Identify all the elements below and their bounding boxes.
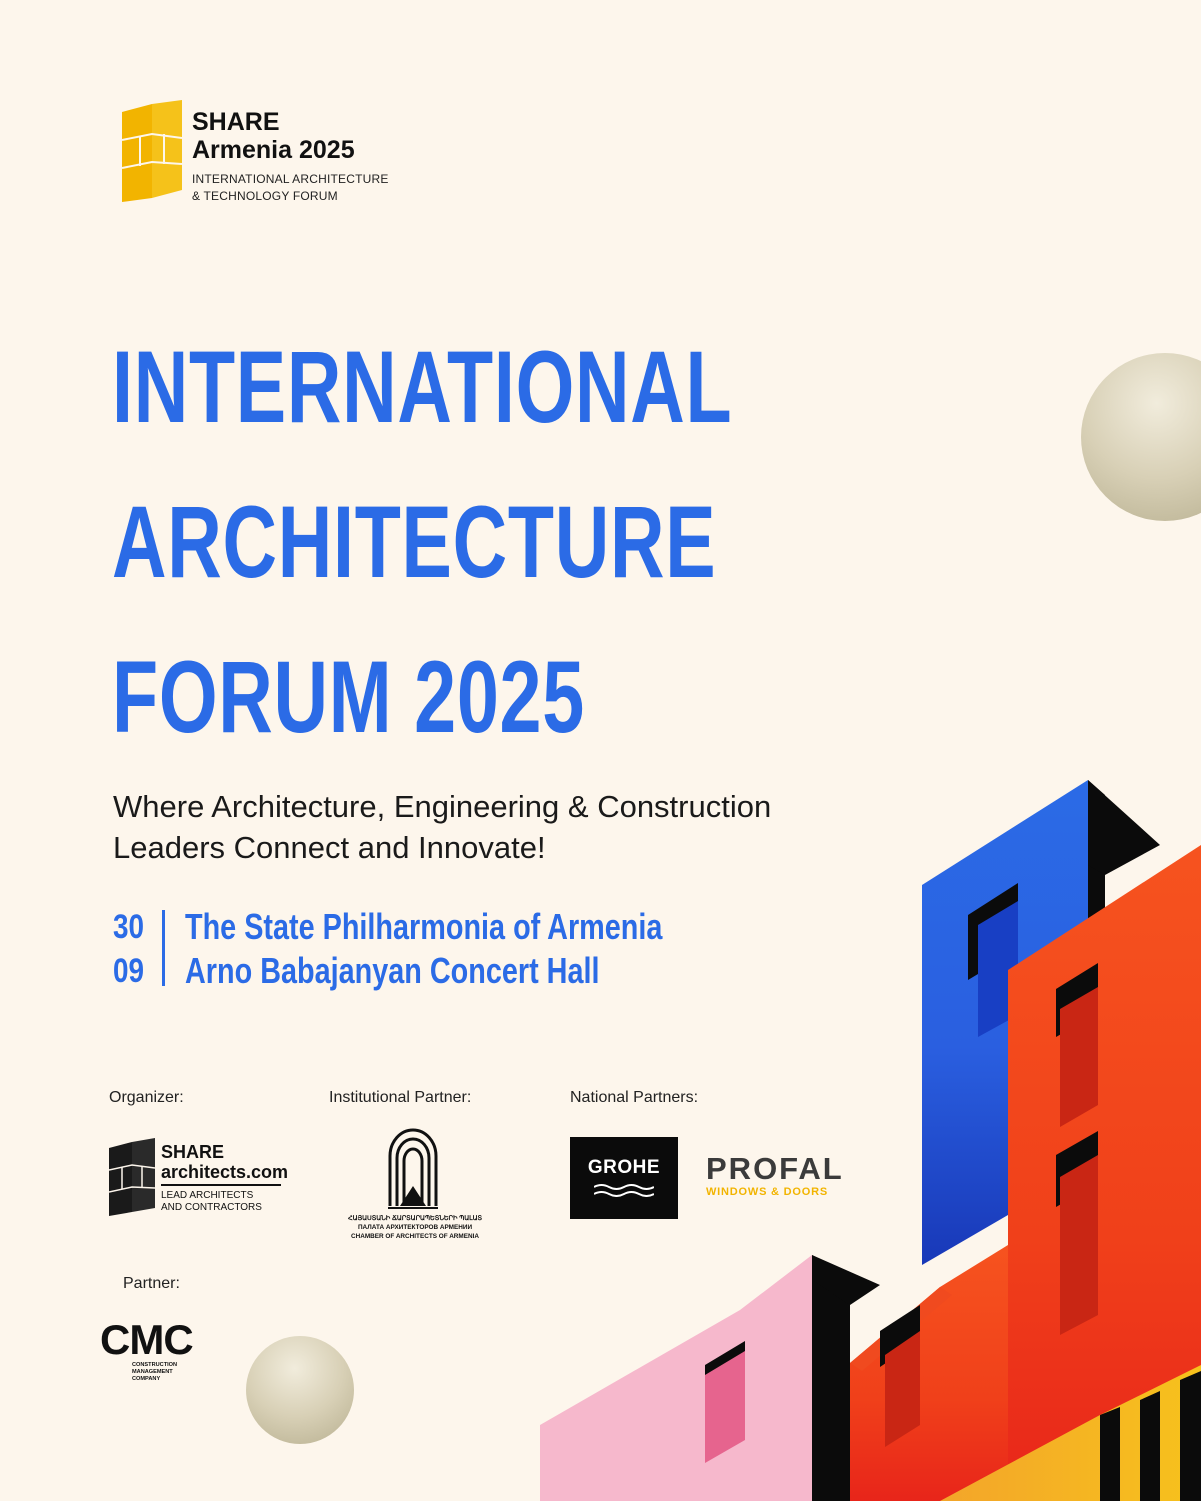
profal-subtitle: WINDOWS & DOORS	[706, 1186, 828, 1198]
brand-title	[192, 108, 355, 164]
institutional-line3: CHAMBER OF ARCHITECTS OF ARMENIA	[350, 1233, 480, 1240]
partner-label: Partner:	[123, 1275, 180, 1292]
profal-name: PROFAL	[706, 1151, 844, 1186]
brand-line2: Armenia 2025	[192, 136, 355, 164]
hero-line1: INTERNATIONAL	[112, 330, 733, 444]
organizer-name	[161, 1142, 288, 1182]
venue-line2: Arno Babajanyan Concert Hall	[185, 950, 600, 991]
decorative-sphere-bottom	[246, 1336, 354, 1444]
brand-sub-line2: & TECHNOLOGY FORUM	[192, 189, 338, 203]
hero-line2: ARCHITECTURE	[112, 485, 717, 599]
venue-line1: The State Philharmonia of Armenia	[185, 906, 663, 947]
tagline-line1: Where Architecture, Engineering & Construction	[113, 789, 772, 824]
share-armenia-logo-icon	[122, 100, 182, 202]
organizer-sub-line1: LEAD ARCHITECTS	[161, 1190, 254, 1201]
wave-icon	[594, 1183, 654, 1197]
brand-sub-line1: INTERNATIONAL ARCHITECTURE	[192, 172, 389, 186]
chamber-arch-emblem-icon	[386, 1126, 440, 1210]
event-date	[113, 905, 151, 993]
cmc-sub-line1: CONSTRUCTION	[132, 1362, 178, 1368]
cmc-logo	[100, 1318, 193, 1383]
date-separator	[162, 910, 165, 986]
national-partners-label: National Partners:	[570, 1089, 699, 1106]
institutional-line1: ՀԱՅԱՍՏԱՆԻ ՃԱՐՏԱՐԱՊԵՏՆԵՐԻ ՊԱԼԱՏ	[348, 1215, 482, 1222]
decorative-sphere-right	[1081, 353, 1201, 521]
organizer-divider	[161, 1184, 281, 1186]
event-day: 30	[113, 908, 145, 946]
share-architects-logo-icon	[109, 1138, 155, 1216]
institutional-partner-name	[330, 1214, 500, 1241]
organizer-label: Organizer:	[109, 1089, 184, 1106]
organizer-sub-line2: AND CONTRACTORS	[161, 1202, 262, 1213]
hero-heading	[112, 310, 950, 775]
brand-line1: SHARE	[192, 108, 280, 136]
grohe-logo	[570, 1137, 678, 1219]
event-month: 09	[113, 952, 145, 990]
cmc-name: CMC	[100, 1316, 193, 1363]
hero-line3: FORUM 2025	[112, 640, 585, 754]
organizer-subtitle	[161, 1190, 262, 1214]
grohe-name: GROHE	[587, 1157, 661, 1178]
brand-subtitle	[192, 171, 389, 205]
cmc-subtitle	[132, 1362, 193, 1383]
cmc-sub-line3: COMPANY	[132, 1376, 161, 1382]
cmc-sub-line2: MANAGEMENT	[132, 1369, 173, 1375]
organizer-name-line1: SHARE	[161, 1142, 225, 1162]
profal-logo	[706, 1152, 844, 1199]
organizer-name-line2: architects.com	[161, 1162, 289, 1182]
institutional-line2: ПАЛАТА АРХИТЕКТОРОВ АРМЕНИИ	[357, 1224, 473, 1231]
institutional-partner-label: Institutional Partner:	[329, 1089, 472, 1106]
tagline-line2: Leaders Connect and Innovate!	[113, 830, 546, 865]
